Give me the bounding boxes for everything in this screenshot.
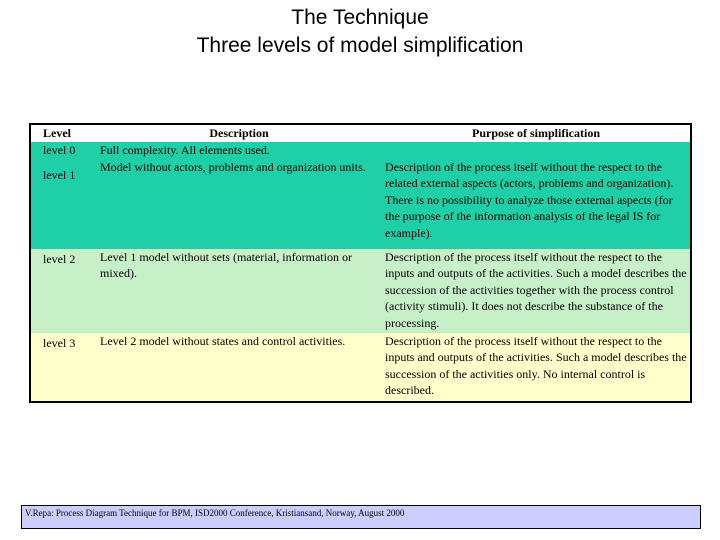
purpose-cell: Description of the process itself without the respect to the inputs and outputs of the activities. Such a model describes the succession of the activities together with the process control (activity stimuli). It does not describe the substance of the processing.: [381, 249, 691, 333]
slide-title: [0, 4, 720, 60]
header-description: Description: [96, 124, 381, 142]
level-cell: level 2: [30, 249, 96, 333]
slide-title-line-2: Three levels of model simplification: [196, 34, 524, 57]
table-header-row: [30, 124, 691, 142]
purpose-cell: Description of the process itself without the respect to the related external aspects (actors, problems and organization). There is no possibility to analyze those external aspects (for the purpose of the information analysis of the legal IS for example).: [381, 159, 691, 249]
header-level: Level: [30, 124, 96, 142]
header-purpose: Purpose of simplification: [381, 124, 691, 142]
slide-title-line-1: The Technique: [291, 6, 429, 29]
table-row-level-2: [30, 249, 691, 333]
purpose-cell: [381, 142, 691, 159]
table-row-level-1: [30, 159, 691, 249]
simplification-levels-table: [29, 123, 692, 403]
level-cell: level 3: [30, 333, 96, 402]
description-cell: Model without actors, problems and organization units.: [96, 159, 381, 249]
description-cell: Full complexity. All elements used.: [96, 142, 381, 159]
table-row-level-3: [30, 333, 691, 402]
description-cell: Level 2 model without states and control activities.: [96, 333, 381, 402]
table-row-level-0: [30, 142, 691, 159]
purpose-cell: Description of the process itself without the respect to the inputs and outputs of the activities. Such a model describes the succession of the activities only. No internal control is described.: [381, 333, 691, 402]
level-cell: level 1: [30, 159, 96, 249]
level-cell: level 0: [30, 142, 96, 159]
footer-citation: V.Repa: Process Diagram Technique for BPM, ISD2000 Conference, Kristiansand, Norway, August 2000: [21, 505, 701, 529]
description-cell: Level 1 model without sets (material, information or mixed).: [96, 249, 381, 333]
